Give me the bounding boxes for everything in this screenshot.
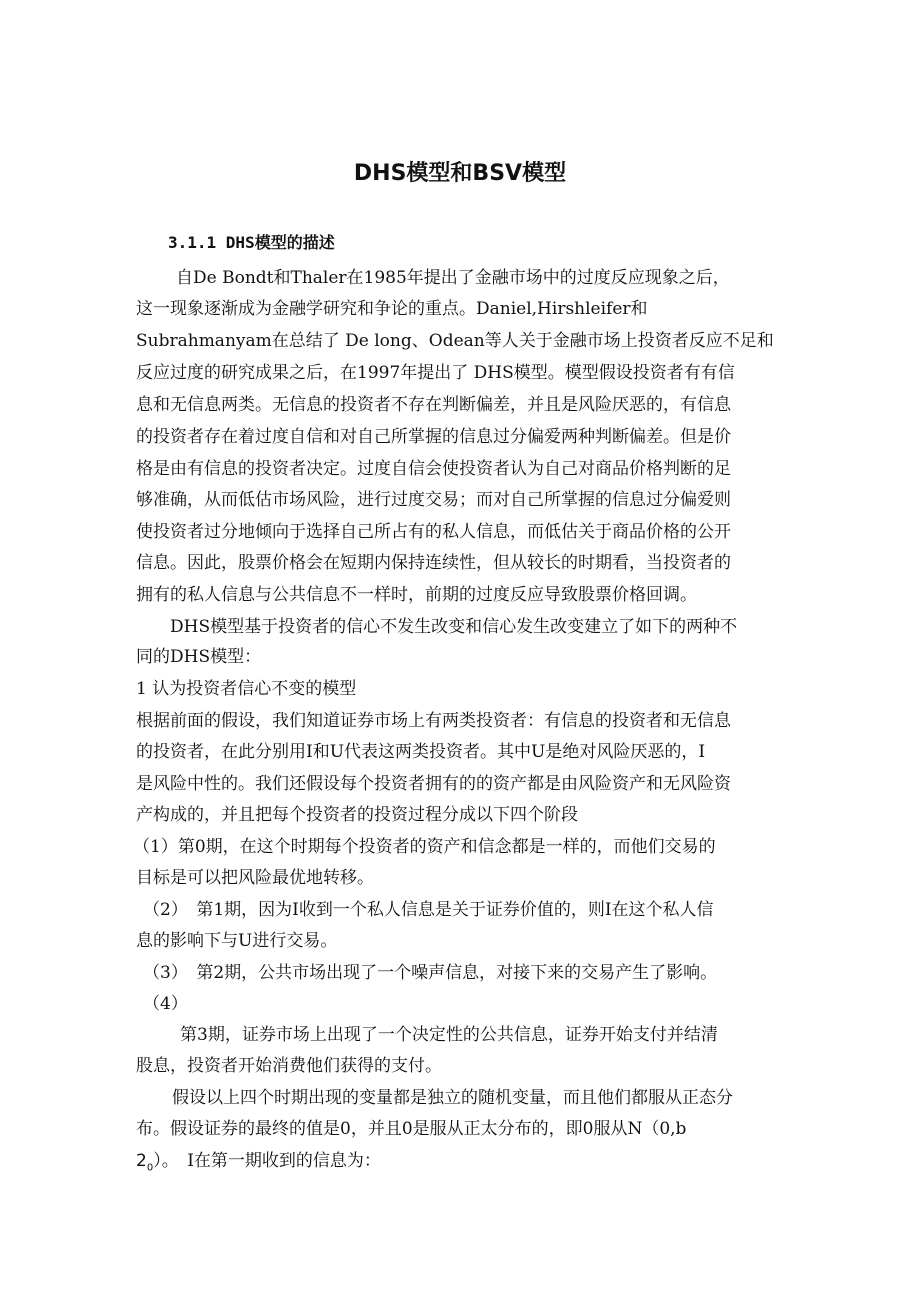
list-item: （2） 第1期，因为I收到一个私人信息是关于证券价值的，则I在这个私人信	[143, 900, 714, 920]
paragraph-line: DHS模型基于投资者的信心不发生改变和信心发生改变建立了如下的两种不	[170, 617, 738, 637]
formula-line	[136, 1151, 381, 1178]
formula-subscript: 0	[146, 1162, 154, 1174]
list-item: 目标是可以把风险最优地转移。	[136, 868, 374, 888]
paragraph-line: 自De Bondt和Thaler在1985年提出了金融市场中的过度反应现象之后，	[176, 268, 730, 288]
paragraph-line: Subrahmanyam在总结了 De long、Odean等人关于金融市场上投资者反应不足和	[136, 331, 774, 351]
paragraph-line: 反应过度的研究成果之后，在1997年提出了 DHS模型。模型假设投资者有有信	[136, 363, 735, 383]
paragraph-line: 拥有的私人信息与公共信息不一样时，前期的过度反应导致股票价格回调。	[136, 585, 697, 605]
paragraph-line: 格是由有信息的投资者决定。过度自信会使投资者认为自己对商品价格判断的足	[136, 459, 731, 479]
paragraph-line: 这一现象逐渐成为金融学研究和争论的重点。Daniel,Hirshleifer和	[136, 299, 648, 319]
list-item: 第3期，证券市场上出现了一个决定性的公共信息，证券开始支付并结清	[180, 1025, 718, 1045]
paragraph-line: 是风险中性的。我们还假设每个投资者拥有的的资产都是由风险资产和无风险资	[136, 774, 731, 794]
paragraph-line: 使投资者过分地倾向于选择自己所占有的私人信息，而低估关于商品价格的公开	[136, 522, 731, 542]
section-heading: 3.1.1 DHS模型的描述	[168, 233, 335, 252]
formula-number: 2	[136, 1151, 147, 1171]
list-item: 息的影响下与U进行交易。	[136, 931, 338, 951]
paragraph-line: 的投资者存在着过度自信和对自己所掌握的信息过分偏爱两种判断偏差。但是价	[136, 427, 731, 447]
formula-text: ）。 I在第一期收到的信息为：	[153, 1151, 381, 1171]
list-item: （3） 第2期，公共市场出现了一个噪声信息，对接下来的交易产生了影响。	[143, 963, 718, 983]
list-heading: 1 认为投资者信心不变的模型	[136, 679, 357, 699]
paragraph-line: 布。假设证券的最终的值是0，并且0是服从正太分布的，即0服从N（0,b	[136, 1119, 687, 1139]
page-title: DHS模型和BSV模型	[353, 161, 567, 186]
paragraph-line: 够准确，从而低估市场风险，进行过度交易；而对自己所掌握的信息过分偏爱则	[136, 490, 731, 510]
paragraph-line: 信息。因此，股票价格会在短期内保持连续性，但从较长的时期看，当投资者的	[136, 553, 731, 573]
list-item: 股息，投资者开始消费他们获得的支付。	[136, 1056, 442, 1076]
paragraph-line: 同的DHS模型：	[136, 647, 262, 667]
paragraph-line: 息和无信息两类。无信息的投资者不存在判断偏差，并且是风险厌恶的，有信息	[136, 395, 731, 415]
paragraph-line: 产构成的，并且把每个投资者的投资过程分成以下四个阶段	[136, 805, 578, 825]
list-item: （4）	[143, 994, 188, 1014]
paragraph-line: 的投资者，在此分别用I和U代表这两类投资者。其中U是绝对风险厌恶的，I	[136, 742, 706, 762]
paragraph-line: 假设以上四个时期出现的变量都是独立的随机变量，而且他们都服从正态分	[172, 1088, 733, 1108]
paragraph-line: 根据前面的假设，我们知道证券市场上有两类投资者：有信息的投资者和无信息	[136, 711, 731, 731]
list-item: （1）第0期，在这个时期每个投资者的资产和信念都是一样的，而他们交易的	[133, 837, 716, 857]
